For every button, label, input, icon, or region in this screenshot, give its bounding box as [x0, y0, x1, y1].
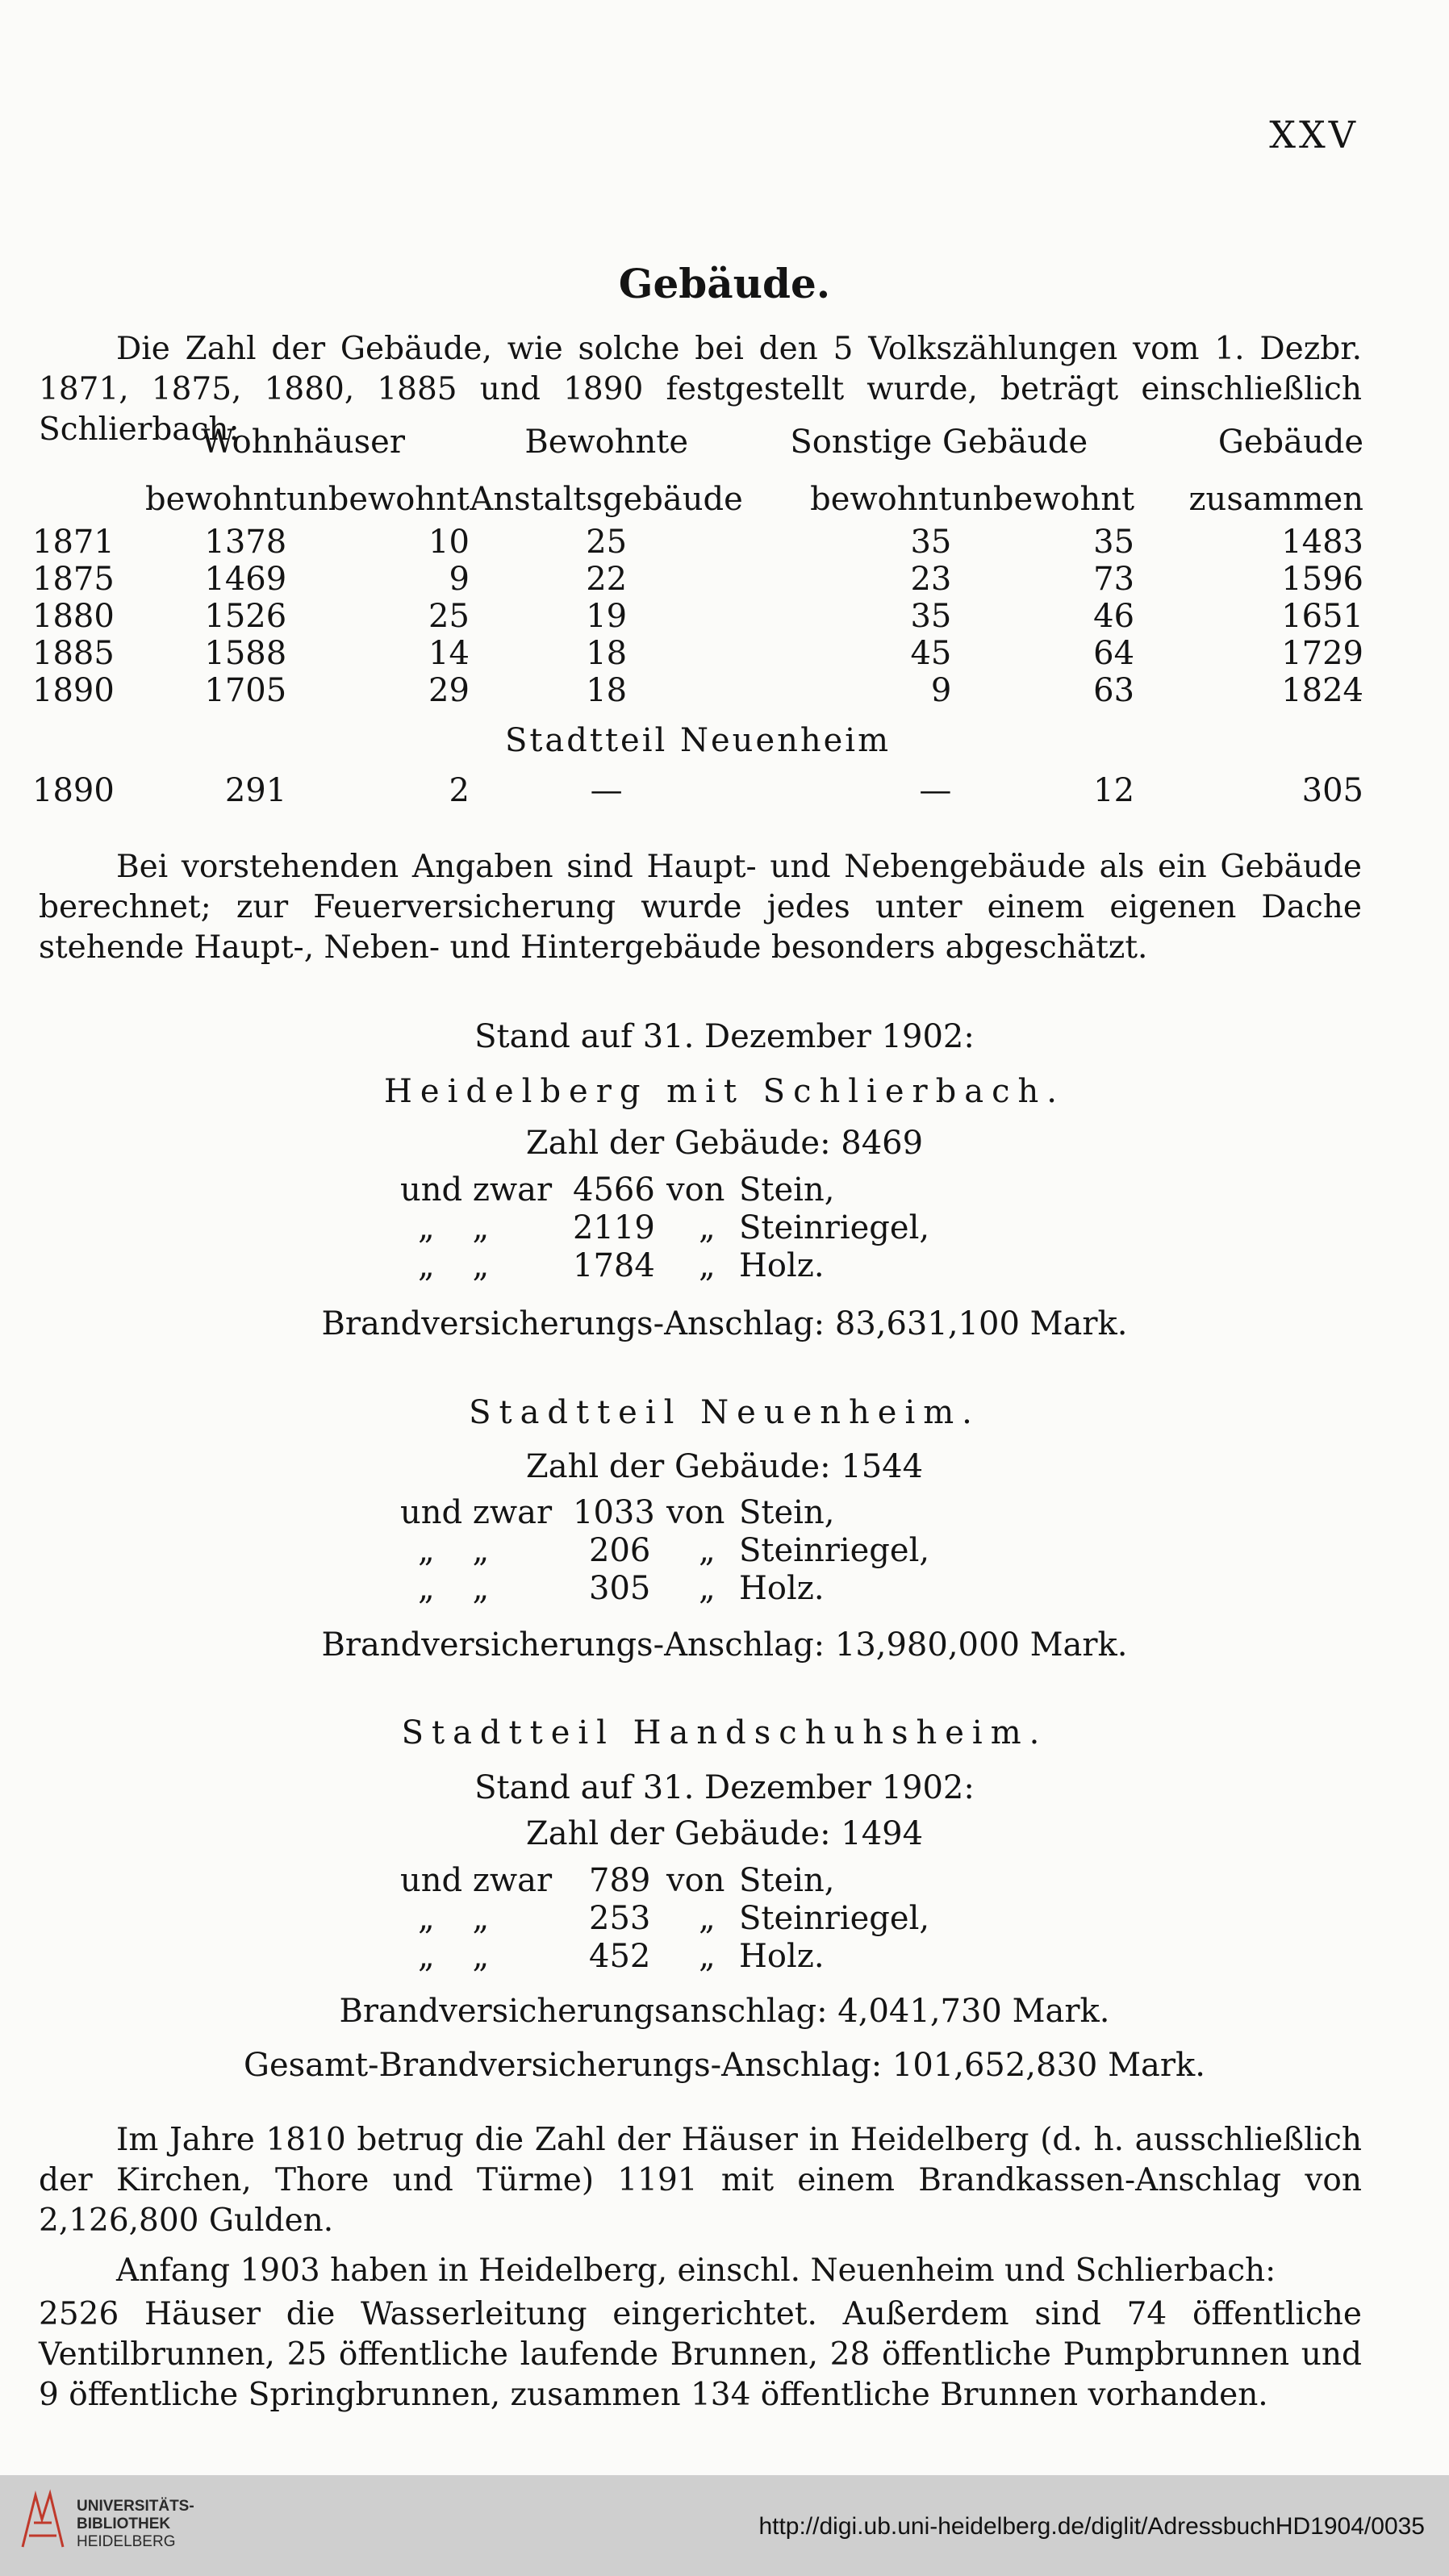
list-item-mat: Stein, [739, 1862, 835, 1899]
section-insurance-handschuhsheim: Brandversicherungsanschlag: 4,041,730 Mark. [339, 1993, 1110, 2030]
list-item-mat: Stein, [739, 1171, 835, 1209]
table-row [32, 524, 1363, 561]
list-item-num: 305 [589, 1570, 651, 1607]
section-insurance-neuenheim: Brandversicherungs-Anschlag: 13,980,000 Mark. [321, 1626, 1128, 1664]
list-item-mat: Holz. [739, 1247, 825, 1284]
section-stand-handschuhsheim: Stand auf 31. Dezember 1902: [474, 1769, 975, 1806]
table-row [32, 561, 1363, 598]
table-cell: 35 [910, 598, 952, 635]
subheader-sonstige-bewohnt: bewohnt [810, 481, 952, 518]
table-cell: 1483 [1281, 524, 1363, 561]
table-cell: — [919, 772, 952, 809]
table-cell: 1469 [204, 561, 287, 598]
table-cell: 14 [428, 635, 470, 672]
table-cell: 18 [586, 672, 628, 709]
row-year: 1875 [32, 561, 115, 598]
list-item-num: 1033 [573, 1494, 655, 1531]
list-item-prefix: „ „ [418, 1570, 490, 1607]
list-item-num: 789 [589, 1862, 651, 1899]
table-cell: 45 [910, 635, 952, 672]
source-url-link[interactable]: http://digi.ub.uni-heidelberg.de/diglit/AdressbuchHD1904/0035 [758, 2513, 1425, 2540]
table-cell: 291 [224, 772, 287, 809]
list-item-num: 4566 [573, 1171, 655, 1209]
list-item-rep: „ [699, 1532, 716, 1569]
table-cell: 1705 [204, 672, 287, 709]
list-item-prefix: und zwar [400, 1862, 553, 1899]
list-item-rep: „ [699, 1209, 716, 1246]
list-item-prefix: „ „ [418, 1938, 490, 1975]
subheader-unbewohnt: unbewohnt [286, 481, 470, 518]
section-heading-handschuhsheim: Stadtteil Handschuhsheim. [401, 1714, 1048, 1751]
header-wohnhaeuser: Wohnhäuser [201, 424, 405, 461]
table-row-neuenheim [32, 772, 1363, 809]
table-cell: 2 [449, 772, 470, 809]
section-count-heidelberg: Zahl der Gebäude: 8469 [525, 1125, 924, 1162]
list-item-rep: „ [699, 1570, 716, 1607]
library-logo-text: UNIVERSITÄTS- BIBLIOTHEK HEIDELBERG [77, 2498, 194, 2550]
buildings-table [32, 424, 1363, 809]
list-item-num: 253 [589, 1900, 651, 1937]
list-item-num: 206 [589, 1532, 651, 1569]
table-cell: 19 [586, 598, 628, 635]
table-cell: 10 [428, 524, 470, 561]
list-item-rep: von [666, 1862, 725, 1899]
table-cell: 64 [1093, 635, 1135, 672]
paragraph-1903-body: 2526 Häuser die Wasserleitung eingerichtet. Außerdem sind 74 öffentliche Ventilbrunnen, 25 öffentliche laufende Brunnen, 28 öffentliche Pumpbrunnen und 9 öffentliche Springbrunnen, zusammen 134 öffentliche Brunnen vorhanden. [39, 2296, 1362, 2413]
list-item-num: 2119 [573, 1209, 655, 1246]
table-cell: 18 [586, 635, 628, 672]
table-cell: 25 [428, 598, 470, 635]
table-cell: 1651 [1281, 598, 1363, 635]
list-item-mat: Steinriegel, [739, 1209, 930, 1246]
table-cell: 1596 [1281, 561, 1363, 598]
section-insurance-heidelberg: Brandversicherungs-Anschlag: 83,631,100 Mark. [321, 1305, 1128, 1342]
table-cell: 1824 [1281, 672, 1363, 709]
table-cell: 1729 [1281, 635, 1363, 672]
table-cell: 35 [910, 524, 952, 561]
table-cell: 23 [910, 561, 952, 598]
table-cell: 29 [428, 672, 470, 709]
row-year: 1871 [32, 524, 115, 561]
row-year: 1880 [32, 598, 115, 635]
subheader-sonstige-unbewohnt: unbewohnt [951, 481, 1135, 518]
page-number: XXV [1269, 113, 1359, 157]
list-item-rep: von [666, 1171, 725, 1209]
paragraph-1903-lead: Anfang 1903 haben in Heidelberg, einschl. Neuenheim und Schlierbach: [116, 2252, 1276, 2289]
section-count-neuenheim: Zahl der Gebäude: 1544 [525, 1448, 924, 1485]
section-heading-neuenheim: Stadtteil Neuenheim. [469, 1394, 980, 1431]
list-item-prefix: und zwar [400, 1171, 553, 1209]
row-year: 1890 [32, 672, 115, 709]
table-cell: 73 [1093, 561, 1135, 598]
table-subheading: Stadtteil Neuenheim [504, 722, 892, 759]
table-row [32, 635, 1363, 672]
table-row [32, 598, 1363, 635]
list-item-rep: von [666, 1494, 725, 1531]
list-item-prefix: „ „ [418, 1900, 490, 1937]
table-cell: 25 [586, 524, 628, 561]
intro-paragraph: Die Zahl der Gebäude, wie solche bei den 5 Volkszählungen vom 1. Dezbr. 1871, 1875, 1880, 1885 und 1890 festgestellt wurde, beträgt einschließlich Schlierbach: [39, 331, 1362, 448]
list-item-prefix: und zwar [400, 1494, 553, 1531]
page-title: Gebäude. [618, 260, 831, 307]
subheader-anstaltsgebaeude: Anstaltsgebäude [470, 481, 743, 518]
table-cell: 46 [1093, 598, 1135, 635]
list-item-prefix: „ „ [418, 1532, 490, 1569]
stand-heading: Stand auf 31. Dezember 1902: [474, 1018, 975, 1055]
table-cell: 12 [1093, 772, 1135, 809]
table-cell: 9 [930, 672, 952, 709]
list-item-num: 1784 [573, 1247, 655, 1284]
table-cell: 1378 [204, 524, 287, 561]
row-year: 1885 [32, 635, 115, 672]
list-item-mat: Holz. [739, 1570, 825, 1607]
list-item-mat: Stein, [739, 1494, 835, 1531]
header-bewohnte: Bewohnte [524, 424, 688, 461]
table-cell: 1588 [204, 635, 287, 672]
list-item-mat: Steinriegel, [739, 1900, 930, 1937]
library-logo-icon [18, 2487, 68, 2553]
table-row [32, 672, 1363, 709]
table-cell: — [590, 772, 623, 809]
list-item-num: 452 [589, 1938, 651, 1975]
row-year: 1890 [32, 772, 115, 809]
table-cell: 22 [586, 561, 628, 598]
list-item-rep: „ [699, 1247, 716, 1284]
table-cell: 35 [1093, 524, 1135, 561]
header-sonstige: Sonstige Gebäude [790, 424, 1088, 461]
paragraph-1810: Im Jahre 1810 betrug die Zahl der Häuser in Heidelberg (d. h. ausschließlich der Kirchen, Thore und Türme) 1191 mit einem Brandkassen-Anschlag von 2,126,800 Gulden. [39, 2122, 1362, 2239]
list-item-rep: „ [699, 1900, 716, 1937]
list-item-rep: „ [699, 1938, 716, 1975]
section-heading-heidelberg: Heidelberg mit Schlierbach. [384, 1073, 1065, 1110]
total-insurance: Gesamt-Brandversicherungs-Anschlag: 101,652,830 Mark. [244, 2047, 1205, 2084]
table-cell: 1526 [204, 598, 287, 635]
table-cell: 9 [449, 561, 470, 598]
list-item-prefix: „ „ [418, 1247, 490, 1284]
subheader-bewohnt: bewohnt [144, 481, 287, 518]
table-body [32, 524, 1363, 709]
list-item-mat: Holz. [739, 1938, 825, 1975]
note-paragraph: Bei vorstehenden Angaben sind Haupt- und Nebengebäude als ein Gebäude berechnet; zur Feuerversicherung wurde jedes unter einem eigenen Dache stehende Haupt-, Neben- und Hintergebäude besonders abgeschätzt. [39, 849, 1362, 966]
table-cell: 63 [1093, 672, 1135, 709]
list-item-mat: Steinriegel, [739, 1532, 930, 1569]
section-count-handschuhsheim: Zahl der Gebäude: 1494 [525, 1815, 924, 1852]
table-cell: 305 [1301, 772, 1363, 809]
header-gebaeude: Gebäude [1217, 424, 1363, 461]
subheader-zusammen: zusammen [1188, 481, 1363, 518]
list-item-prefix: „ „ [418, 1209, 490, 1246]
